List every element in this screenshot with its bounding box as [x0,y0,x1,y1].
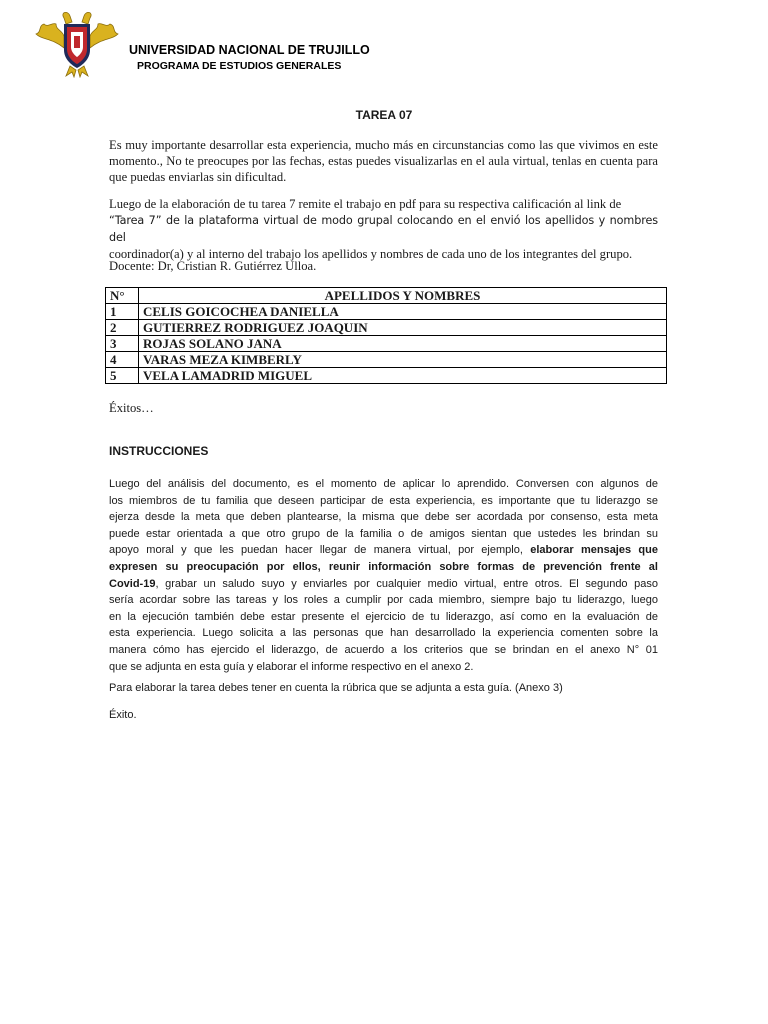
instruction-line: los miembros de tu familia que deseen participar de esta experiencia, es importante que tu liderazgo se [109,494,658,507]
submission-paragraph [109,196,658,262]
row-number: 2 [106,320,139,336]
row-number: 3 [106,336,139,352]
instruction-bold-text: elaborar mensajes que [530,544,658,557]
instruction-text: , grabar un saludo suyo y enviarles por cualquier medio virtual, entre otros. El segundo paso [155,577,658,590]
table-row [106,336,667,352]
teacher-line: Docente: Dr, Cristian R. Gutiérrez Ulloa. [109,259,317,273]
instruction-line: ejerza desde la meta que deben plantearse, la misma que debe ser acordada por consenso, esta meta [109,511,658,524]
instruction-line: esta experiencia. Luego solicita a las personas que han desarrollado la experiencia comenten sobre la [109,627,658,640]
program-name: PROGRAMA DE ESTUDIOS GENERALES [137,60,342,72]
instructions-body [109,476,658,675]
table-header-row [106,288,667,304]
instruction-line [109,559,658,576]
instruction-text: apoyo moral y que les puedan hacer llegar de manera virtual, por ejemplo, [109,544,531,557]
submission-line-1: Luego de la elaboración de tu tarea 7 remite el trabajo en pdf para su respectiva calificación al link de [109,197,622,211]
closing-wish: Éxitos… [109,401,154,415]
instruction-line [109,576,658,593]
university-name: UNIVERSIDAD NACIONAL DE TRUJILLO [129,43,370,57]
instruction-line [109,542,658,559]
student-name: GUTIERREZ RODRIGUEZ JOAQUIN [139,320,667,336]
students-table [105,287,667,384]
row-number: 5 [106,368,139,384]
submission-line-2: “Tarea 7” de la plataforma virtual de modo grupal colocando en el envió los apellidos y nombres del [109,214,658,244]
submission-line-3: coordinador(a) y al interno del trabajo los apellidos y nombres de cada uno de los integrantes del grupo. [109,247,633,261]
rubric-note: Para elaborar la tarea debes tener en cuenta la rúbrica que se adjunta a esta guía. (Anexo 3) [109,682,563,694]
student-name: ROJAS SOLANO JANA [139,336,667,352]
student-name: VARAS MEZA KIMBERLY [139,352,667,368]
table-row [106,352,667,368]
instruction-line: que se adjunta en esta guía y elaborar el informe respectivo en el anexo 2. [109,660,474,673]
row-number: 1 [106,304,139,320]
instruction-line: en la ejecución también debe estar presente el ejercicio de tu liderazgo, así como en la evaluación de [109,610,658,623]
closing-success: Éxito. [109,709,137,721]
student-name: CELIS GOICOCHEA DANIELLA [139,304,667,320]
student-name: VELA LAMADRID MIGUEL [139,368,667,384]
instructions-heading: INSTRUCCIONES [109,444,209,458]
table-row [106,304,667,320]
instruction-line: Luego del análisis del documento, es el momento de aplicar lo aprendido. Conversen con algunos de [109,478,658,490]
university-crest-icon [34,8,120,78]
instruction-line: sería acordar sobre las tareas y los roles a cumplir por cada miembro, siempre bajo tu liderazgo, luego [109,594,658,607]
table-row [106,320,667,336]
instruction-line: manera cómo has ejercido el liderazgo, de acuerdo a los criterios que se brindan en el anexo N° 01 [109,643,658,656]
table-row [106,368,667,384]
row-number: 4 [106,352,139,368]
instruction-bold-text: expresen su preocupación por ellos, reunir información sobre formas de prevención frente al [109,560,658,573]
column-header-number: N° [106,288,139,304]
column-header-names: APELLIDOS Y NOMBRES [139,288,667,304]
assignment-title: TAREA 07 [355,108,413,122]
instruction-line: puede estar orientada a que otro grupo de la familia o de amigos sientan que ustedes les brindan su [109,527,658,540]
intro-paragraph: Es muy importante desarrollar esta experiencia, mucho más en circunstancias como las que vivimos en este momento., No te preocupes por las fechas, estas puedes visualizarlas en el aula virtual, tenlas en cuenta para que puedas enviarlas sin dificultad. [109,138,658,184]
instruction-bold-text: Covid-19 [109,577,156,590]
